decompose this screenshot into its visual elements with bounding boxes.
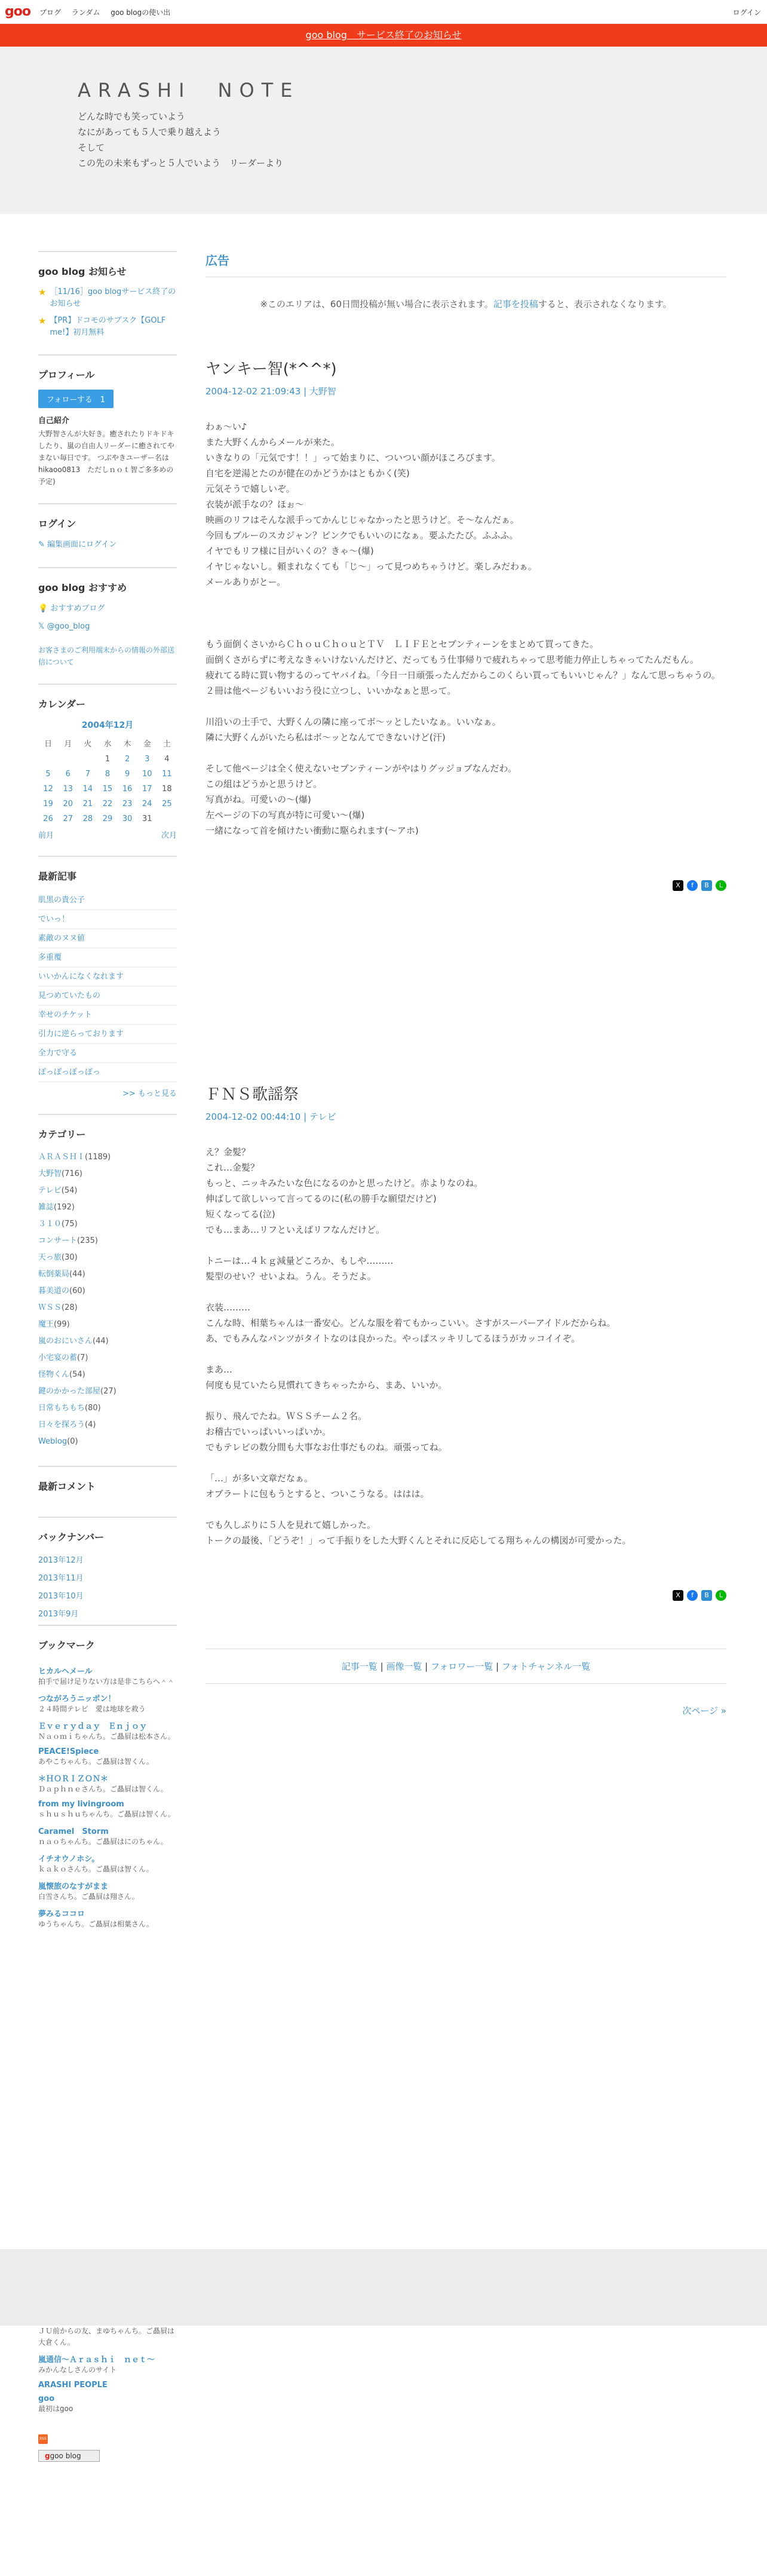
- cal-day: [38, 752, 58, 767]
- post-line: [205, 1393, 726, 1408]
- bookmark-link[interactable]: 嵐懐旅のなすがまま: [38, 1882, 109, 1891]
- follower-list-link[interactable]: フォロワー一覧: [431, 1661, 493, 1672]
- cal-dow: 水: [103, 740, 112, 749]
- profile-heading: プロフィール: [38, 354, 177, 390]
- category-link[interactable]: [38, 1300, 177, 1316]
- footer-bookmarks: [38, 2326, 177, 2462]
- post-line: 衣装が派手なの？ほぉ〜: [205, 499, 305, 510]
- post-line: もう面倒くさいからＣｈｏｕＣｈｏｕとＴＶ ＬＩＦＥとセブンティーンをまとめて買ってきた。: [205, 639, 599, 650]
- goo-badge-logo: g: [45, 2452, 50, 2460]
- backnumber-link[interactable]: 2013年10月: [38, 1592, 84, 1601]
- post-date[interactable]: 2004-12-02 21:09:43: [205, 386, 301, 397]
- backnumber-link[interactable]: 2013年12月: [38, 1556, 84, 1565]
- cal-dow: 火: [84, 740, 92, 749]
- bookmark-desc: ｋａｋｏさんち。ご贔屓は智くん。: [38, 1865, 154, 1873]
- category-count: (1189): [85, 1153, 111, 1162]
- cal-day: [78, 752, 97, 767]
- top-nav-random[interactable]: ランダム: [71, 8, 100, 17]
- category-name[interactable]: 嵐のおにいさん: [38, 1337, 93, 1346]
- ad-note-text: すると、表示されなくなります。: [538, 299, 672, 310]
- category-name[interactable]: 天っ旅: [38, 1253, 62, 1262]
- category-count: (192): [54, 1203, 75, 1212]
- recent-post-link[interactable]: ぽっぽっぽっぽっ: [38, 1063, 177, 1082]
- blog-post: [205, 357, 726, 891]
- post-line: [205, 590, 726, 605]
- cal-day-link[interactable]: 7: [85, 770, 90, 779]
- category-count: (44): [93, 1337, 109, 1346]
- calendar-heading: カレンダー: [38, 684, 177, 719]
- category-count: (54): [69, 1370, 85, 1379]
- backnumber-heading: バックナンバー: [38, 1517, 177, 1552]
- post-line: [205, 745, 726, 761]
- backnumber-list: [38, 1552, 177, 1619]
- post-line: [205, 621, 726, 636]
- category-link[interactable]: [38, 1183, 177, 1199]
- cal-day-link[interactable]: 13: [63, 785, 73, 794]
- article-list-link[interactable]: 記事一覧: [341, 1661, 378, 1672]
- bookmark-desc: ｓｈｕｓｈｕちゃんち。ご贔屓は智くん。: [38, 1810, 175, 1818]
- blog-header: [0, 47, 767, 214]
- recent-post-link[interactable]: 幸せのチケット: [38, 1006, 177, 1025]
- bookmark-desc: Ｎａｏｍｉちゃんち。ご贔屓は松本さん。: [38, 1732, 175, 1741]
- x-icon: 𝕏: [38, 622, 47, 631]
- post-line: でも久しぶりに５人を見れて嬉しかった。: [205, 1520, 376, 1530]
- category-name[interactable]: コンサート: [38, 1236, 78, 1245]
- cal-day-link[interactable]: 8: [105, 770, 111, 779]
- notice-label[interactable]: 【PR】ドコモのサブスク【GOLF me!】初月無料: [50, 316, 166, 337]
- post-line: 隣に大野くんがいたら私はボ〜ッとなんてできないけど(汗): [205, 732, 446, 743]
- post-title[interactable]: ＦＮＳ歌謡祭: [205, 1086, 299, 1104]
- post-line: [205, 1284, 726, 1300]
- post-line: 自宅を逆湯とたのが健在のかどうかはともかく(笑): [205, 468, 410, 479]
- external-transmission-note[interactable]: お客さまのご利用端末からの情報の外部送信について: [38, 646, 175, 666]
- goo-blog-twitter-link[interactable]: [38, 620, 177, 633]
- post-line: そして他ページは全く使えないセブンティーンがやはりグッジョブなんだわ。: [205, 763, 517, 774]
- post-line: 元気そうで嬉しいぞ。: [205, 483, 295, 494]
- bulb-icon: 💡: [38, 604, 51, 613]
- share-buttons: [205, 1590, 726, 1601]
- cal-day-link[interactable]: 20: [63, 800, 73, 808]
- cal-day-link[interactable]: 9: [124, 770, 130, 779]
- sidebar: [38, 251, 177, 1946]
- cal-day-link[interactable]: 17: [142, 785, 152, 794]
- post-line: 伸ばして欲しいって言ってるのに(私の勝手な願望だけど): [205, 1193, 437, 1204]
- post-line: お稽古でいっぱいいっぱいか。: [205, 1426, 332, 1437]
- post-line: [205, 1455, 726, 1471]
- bookmark-link[interactable]: ARASHI PEOPLE: [38, 2381, 108, 2390]
- category-count: (716): [62, 1169, 82, 1178]
- profile-name: 自己紹介: [38, 416, 70, 425]
- bookmark-list: [38, 1665, 177, 1930]
- login-section: [38, 503, 177, 552]
- cal-day-link[interactable]: 11: [162, 770, 172, 779]
- login-heading: ログイン: [38, 503, 177, 538]
- cal-day-link[interactable]: 29: [102, 814, 113, 823]
- cal-day-link[interactable]: 14: [82, 785, 93, 794]
- cal-day-link[interactable]: 2: [124, 755, 130, 764]
- bookmark-link[interactable]: ヒカルヘメール: [38, 1667, 93, 1676]
- backnumber-section: [38, 1517, 177, 1619]
- post-line: 衣装………: [205, 1302, 251, 1313]
- category-name[interactable]: ３１０: [38, 1220, 62, 1229]
- profile-text: 大野智さんが大好き。癒されたりドキドキしたり、嵐の自由人リーダーに癒されてやまない毎日です。 つぶやきユーザー名は hikaoo0813 ただしｎｏｔ智ご多多めの予定): [38, 430, 175, 486]
- category-name[interactable]: ＡＲＡＳＨＩ: [38, 1153, 85, 1162]
- category-count: (75): [62, 1220, 78, 1229]
- cal-next-month[interactable]: 次月: [161, 831, 177, 840]
- post-title[interactable]: ヤンキー智(*^^*): [205, 360, 337, 378]
- twitter-handle[interactable]: @goo_blog: [47, 622, 90, 631]
- edit-login-link[interactable]: [38, 538, 177, 552]
- calendar-section: [38, 684, 177, 840]
- cal-day-link[interactable]: 10: [142, 770, 152, 779]
- categories-heading: カテゴリー: [38, 1114, 177, 1149]
- notices-heading: goo blog お知らせ: [38, 251, 177, 286]
- more-posts-link[interactable]: >> もっと見る: [122, 1089, 177, 1098]
- recent-post-link[interactable]: 肌黒の貴公子: [38, 891, 177, 910]
- recommend-blog-label[interactable]: おすすめブログ: [50, 604, 105, 613]
- cal-day-link[interactable]: 30: [122, 814, 133, 823]
- post-line: オブラートに包もうとすると、ついこうなる。ははは。: [205, 1488, 429, 1499]
- category-link[interactable]: [38, 1417, 177, 1434]
- category-count: (60): [69, 1287, 85, 1295]
- post-line: こんな時、相葉ちゃんは一番安心。どんな服を着てもかっこいい。さすがスーパーアイドルだからね。: [205, 1318, 616, 1328]
- category-name[interactable]: ＷＳＳ: [38, 1303, 62, 1312]
- post-category[interactable]: テレビ: [309, 1111, 336, 1122]
- post-line: トークの最後、「どうぞ！」って手振りをした大野くんとそれに反応してる翔ちゃんの構図が可愛かった。: [205, 1535, 631, 1546]
- recommend-heading: goo blog おすすめ: [38, 567, 177, 602]
- category-link[interactable]: [38, 1434, 177, 1450]
- category-name[interactable]: Weblog: [38, 1437, 68, 1446]
- category-count: (235): [77, 1236, 98, 1245]
- x-share-icon[interactable]: X: [673, 880, 683, 891]
- post-body: [205, 1144, 726, 1548]
- facebook-share-icon[interactable]: f: [687, 880, 698, 891]
- post-line: また大野くんからメールが来た。: [205, 437, 340, 448]
- recent-post-link[interactable]: 見つめていたもの: [38, 987, 177, 1006]
- post-line: あ、でもみんなパンツがタイトなのは良かった。やっぱスッキリしてるほうがカッコイイぞ。: [205, 1333, 581, 1344]
- notice-label[interactable]: ［11/16］goo blogサービス終了のお知らせ: [50, 287, 176, 308]
- category-link[interactable]: [38, 1350, 177, 1367]
- category-count: (80): [85, 1404, 101, 1413]
- main-content: [205, 251, 726, 1717]
- post-meta: 2004-12-02 21:09:43 | 大野智: [205, 386, 336, 397]
- goo-blog-badge[interactable]: [38, 2450, 100, 2462]
- next-page-link[interactable]: 次ページ »: [682, 1705, 726, 1716]
- category-count: (7): [77, 1353, 88, 1362]
- backnumber-link[interactable]: 2013年11月: [38, 1574, 84, 1583]
- post-line: メールありがとー。: [205, 577, 286, 587]
- category-list: [38, 1149, 177, 1450]
- category-name[interactable]: テレビ: [38, 1186, 62, 1195]
- cal-day: [58, 752, 78, 767]
- cal-dow: 金: [143, 740, 151, 749]
- hatena-share-icon[interactable]: B: [701, 880, 712, 891]
- cal-day-link[interactable]: 24: [142, 800, 152, 808]
- comments-heading: 最新コメント: [38, 1466, 177, 1501]
- category-link[interactable]: [38, 1283, 177, 1300]
- cal-dow: 土: [162, 740, 171, 749]
- post-date[interactable]: 2004-12-02 00:44:10: [205, 1111, 301, 1122]
- post-line: え？金髪？: [205, 1147, 251, 1157]
- rss-link[interactable]: [38, 2433, 177, 2444]
- post-line: [205, 1346, 726, 1362]
- bookmark-link[interactable]: イチオウノホシ。: [38, 1855, 100, 1864]
- follow-button[interactable]: フォローする 1: [38, 390, 113, 408]
- category-name[interactable]: 転倒薬局: [38, 1270, 70, 1279]
- category-count: (4): [85, 1420, 96, 1429]
- photo-channel-link[interactable]: フォトチャンネル一覧: [501, 1661, 591, 1672]
- post-line: 疲れてる時に買い物するのってヤバイね。「今日一日頑張ったんだからこのくらい買ってもいいじゃん？」なんて思っちゃうの。２冊は他ページもいいおう役に立つし、いいかなぁと思って。: [205, 670, 720, 696]
- top-login-link[interactable]: ログイン: [732, 8, 761, 17]
- bookmark-desc: 最初はgoo: [38, 2405, 73, 2413]
- recent-posts-section: [38, 856, 177, 1098]
- ad-heading: 広告: [205, 251, 726, 277]
- service-notice-link[interactable]: goo blog サービス終了のお知らせ: [305, 29, 462, 41]
- cal-day-link[interactable]: 3: [145, 755, 150, 764]
- cal-day-link[interactable]: 12: [43, 785, 53, 794]
- notices-section: [38, 251, 177, 339]
- category-count: (99): [54, 1320, 70, 1329]
- post-line: これ…金髪？: [205, 1162, 260, 1173]
- cal-day-link[interactable]: 23: [122, 800, 133, 808]
- category-link[interactable]: [38, 1316, 177, 1333]
- image-list-link[interactable]: 画像一覧: [386, 1661, 422, 1672]
- category-count: (30): [62, 1253, 78, 1262]
- post-line: トニーは…４ｋｇ減量どころか、もしや………: [205, 1255, 394, 1266]
- cal-day: 4: [164, 755, 170, 764]
- post-meta: 2004-12-02 00:44:10 | テレビ: [205, 1111, 336, 1122]
- cal-day-link[interactable]: 25: [162, 800, 172, 808]
- category-link[interactable]: [38, 1233, 177, 1249]
- cal-day: 31: [142, 814, 152, 823]
- category-link[interactable]: [38, 1199, 177, 1216]
- post-line: 「…」が多い文章だなぁ。: [205, 1473, 314, 1484]
- bookmark-link[interactable]: from my livingroom: [38, 1800, 124, 1809]
- line-share-icon[interactable]: L: [716, 880, 726, 891]
- service-notice-bar: [0, 24, 767, 47]
- post-line: いきなりの「元気です！！」って始まりに、ついつい顔がほころびます。: [205, 452, 501, 463]
- post-line: でもテレビの数分間も大事なお仕事だものね。頑張ってね。: [205, 1442, 447, 1453]
- post-line: 川沿いの土手で、大野くんの隣に座ってボ〜ッとしたいなぁ。いいなぁ。: [205, 716, 501, 727]
- bookmark-desc: ゆうちゃんち。ご贔屓は相葉さん。: [38, 1920, 154, 1928]
- calendar-nav: [38, 829, 177, 840]
- cal-day-link[interactable]: 15: [102, 785, 113, 794]
- category-count: (54): [61, 1186, 78, 1195]
- cal-day-link[interactable]: 5: [45, 770, 51, 779]
- recommend-blog-link[interactable]: [38, 602, 177, 615]
- comments-section: [38, 1466, 177, 1501]
- post-body: [205, 419, 726, 838]
- cal-day: 1: [105, 755, 111, 764]
- category-count: (44): [69, 1270, 85, 1279]
- recent-post-link[interactable]: 素敵のヌヌ値: [38, 929, 177, 948]
- backnumber-link[interactable]: 2013年9月: [38, 1610, 79, 1619]
- notice-item[interactable]: [38, 315, 177, 339]
- post-line: 一緒になって首を傾けたい衝動に駆られます(〜アホ): [205, 825, 419, 836]
- cal-prev-month[interactable]: 前月: [38, 831, 54, 840]
- post-line: イヤじゃないし。頼まれなくても「じ〜」って見つめちゃうけど。楽しみだわぁ。: [205, 561, 537, 572]
- post-line: [205, 1502, 726, 1517]
- goo-logo[interactable]: goo: [5, 4, 30, 19]
- category-link[interactable]: [38, 1216, 177, 1233]
- post-line: 左ページの下の写真が特に可愛い〜(爆): [205, 810, 365, 820]
- cal-day: 18: [162, 785, 172, 794]
- edit-login-label[interactable]: 編集画面にログイン: [47, 540, 117, 549]
- category-link[interactable]: [38, 1383, 177, 1400]
- post-article-link[interactable]: 記事を投稿: [493, 299, 538, 310]
- post-line: 短くなってる(泣): [205, 1209, 275, 1220]
- recent-post-link[interactable]: 全力で守る: [38, 1044, 177, 1063]
- bookmark-link[interactable]: PEACE!Spiece: [38, 1747, 99, 1756]
- blog-desc-line: この先の未来もずっと５人でいよう リーダーより: [78, 158, 284, 169]
- category-link[interactable]: [38, 1149, 177, 1166]
- top-nav-blog[interactable]: ブログ: [39, 8, 62, 17]
- line-share-icon[interactable]: L: [716, 1590, 726, 1601]
- cal-dow: 月: [64, 740, 72, 749]
- cal-day-link[interactable]: 26: [43, 814, 53, 823]
- cal-day-link[interactable]: 22: [102, 800, 113, 808]
- cal-day-link[interactable]: 27: [63, 814, 73, 823]
- cal-dow: 日: [44, 740, 53, 749]
- top-bar: [0, 0, 767, 24]
- category-link[interactable]: [38, 1400, 177, 1417]
- category-name[interactable]: 日々を探ろう: [38, 1420, 85, 1429]
- post-line: 写真がね。可愛いの〜(爆): [205, 794, 311, 805]
- category-name[interactable]: 雑誌: [38, 1203, 54, 1212]
- bookmark-link[interactable]: goo: [38, 2394, 55, 2403]
- post-line: 髪型のせい？せいよね。うん。そうだよ。: [205, 1271, 376, 1282]
- blog-desc-line: なにがあっても５人で乗り越えよう: [78, 127, 221, 137]
- blog-desc-line: どんな時でも笑っていよう: [78, 111, 186, 122]
- cal-day: [157, 811, 177, 826]
- recent-posts-heading: 最新記事: [38, 856, 177, 891]
- category-name[interactable]: 怪物くん: [38, 1370, 70, 1379]
- category-link[interactable]: [38, 1333, 177, 1350]
- post-line: イヤでもリフ様に目がいくの？きゃ〜(爆): [205, 546, 374, 556]
- bookmark-desc: あやこちゃんち。ご贔屓は智くん。: [38, 1757, 154, 1766]
- bookmark-link[interactable]: つながろうニッポン！: [38, 1695, 116, 1704]
- post-category[interactable]: 大野智: [309, 386, 336, 397]
- bookmark-desc: ｎａｏちゃんち。ご贔屓はにのちゃん。: [38, 1837, 168, 1846]
- ad-note: [205, 277, 726, 330]
- post-line: もっと、ニッキみたいな色になるのかと思ったけど。赤よりなのね。: [205, 1178, 483, 1189]
- bookmark-desc: 拍手で届け足りない方は是非こちらへ＾＾: [38, 1677, 175, 1686]
- bookmark-section: [38, 1625, 177, 1930]
- notice-item[interactable]: [38, 286, 177, 310]
- bookmark-desc: ２４時間テレビ 愛は地球を救う: [38, 1705, 146, 1713]
- cal-dow: 木: [123, 740, 131, 749]
- goo-badge-label: goo blog: [50, 2452, 81, 2460]
- cal-day-link[interactable]: 28: [82, 814, 93, 823]
- recent-post-link[interactable]: でいっ！: [38, 910, 177, 929]
- category-name[interactable]: 暮美道の: [38, 1287, 70, 1295]
- bookmark-link[interactable]: Ｅｖｅｒｙｄａｙ Ｅｎｊｏｙ: [38, 1722, 148, 1731]
- bookmark-desc: みかんなしさんのサイト: [38, 2366, 117, 2374]
- bookmark-desc: ＪＵ前からの友、まゆちゃんち。ご贔屓は大倉くん。: [38, 2327, 175, 2347]
- cal-day-link[interactable]: 16: [122, 785, 133, 794]
- post-line: [205, 1238, 726, 1253]
- post-line: [205, 699, 726, 714]
- category-name[interactable]: 魔王: [38, 1320, 54, 1329]
- post-line: 今回もブルーのスカジャン？ピンクでもいいのになぁ。要ふたたび。ふふふ。: [205, 530, 519, 541]
- list-links: 記事一覧 | 画像一覧 | フォロワー一覧 | フォトチャンネル一覧: [205, 1649, 726, 1684]
- bookmark-link[interactable]: 夢みるココロ: [38, 1910, 85, 1919]
- post-line: 振り、飛んでたね。ＷＳＳチーム２名。: [205, 1411, 367, 1422]
- recommend-section: [38, 567, 177, 668]
- category-link[interactable]: [38, 1166, 177, 1183]
- post-line: まあ…: [205, 1364, 233, 1375]
- hatena-share-icon[interactable]: B: [701, 1590, 712, 1601]
- category-name[interactable]: 小宅宴の蓄: [38, 1353, 78, 1362]
- top-nav: [39, 7, 179, 17]
- star-icon: ★: [38, 316, 47, 326]
- calendar-table: [38, 734, 177, 826]
- bookmark-heading: ブックマーク: [38, 1625, 177, 1660]
- cal-day-link[interactable]: 6: [65, 770, 70, 779]
- category-link[interactable]: [38, 1249, 177, 1266]
- ad-note-text: ※このエリアは、60日間投稿が無い場合に表示されます。: [260, 299, 493, 310]
- share-buttons: [205, 880, 726, 891]
- x-share-icon[interactable]: X: [673, 1590, 683, 1601]
- bookmark-link[interactable]: Caramel Storm: [38, 1827, 109, 1836]
- category-name[interactable]: 日常もちもち: [38, 1404, 85, 1413]
- post-line: 映画のリフはそんな派手ってかんじじゃなかったと思うけど。そ〜なんだぁ。: [205, 514, 520, 525]
- category-count: (0): [67, 1437, 78, 1446]
- category-link[interactable]: [38, 1367, 177, 1383]
- recent-post-link[interactable]: 引力に逆らっております: [38, 1025, 177, 1044]
- cal-day-link[interactable]: 19: [43, 800, 53, 808]
- bookmark-desc: Ｄａｐｈｎｅさんち。ご贔屓は智くん。: [38, 1785, 168, 1793]
- post-line: 面倒くさがらずに考えなきゃいけないんだけど、だってもう仕事帰りで疲れちゃって思考能力停止しちゃってたんだもん。: [205, 654, 699, 665]
- category-name[interactable]: 鍵のかかった部屋: [38, 1387, 101, 1396]
- post-line: この組はどうかと思うけど。: [205, 779, 323, 789]
- star-icon: ★: [38, 287, 47, 298]
- post-line: [205, 605, 726, 621]
- cal-day-link[interactable]: 21: [82, 800, 93, 808]
- post-line: わぁ〜い♪: [205, 421, 247, 432]
- bookmark-desc: 白雪さんち。ご贔屓は翔さん。: [38, 1892, 139, 1901]
- categories-section: [38, 1114, 177, 1450]
- blog-post: [205, 1082, 726, 1601]
- bookmark-link[interactable]: ＊ＨＯＲＩＺＯＮ＊: [38, 1775, 109, 1784]
- category-count: (28): [62, 1303, 78, 1312]
- top-nav-guide[interactable]: goo blogの使い出: [111, 8, 171, 17]
- calendar-month: 2004年12月: [81, 721, 134, 730]
- blog-title[interactable]: ARASHI NOTE: [78, 79, 300, 102]
- pencil-icon: ✎: [38, 540, 48, 549]
- post-line: でも…まあ…リフといえばリフなんだけど。: [205, 1224, 385, 1235]
- profile-section: [38, 354, 177, 488]
- rss-icon[interactable]: RSS: [38, 2434, 48, 2444]
- post-line: 何度も見ていたら見慣れてきちゃったから、まあ、いいか。: [205, 1380, 447, 1390]
- bookmark-link[interactable]: 嵐通信〜Ａｒａｓｈｉ ｎｅｔ〜: [38, 2356, 155, 2364]
- facebook-share-icon[interactable]: f: [687, 1590, 698, 1601]
- footer-band: [0, 2249, 767, 2326]
- recent-post-link[interactable]: 多重覆: [38, 948, 177, 967]
- blog-desc-line: そして: [78, 142, 105, 153]
- blog-description: [78, 109, 283, 171]
- category-name[interactable]: 大野智: [38, 1169, 62, 1178]
- recent-post-link[interactable]: いいかんになくなれます: [38, 967, 177, 987]
- category-count: (27): [100, 1387, 116, 1396]
- category-link[interactable]: [38, 1266, 177, 1283]
